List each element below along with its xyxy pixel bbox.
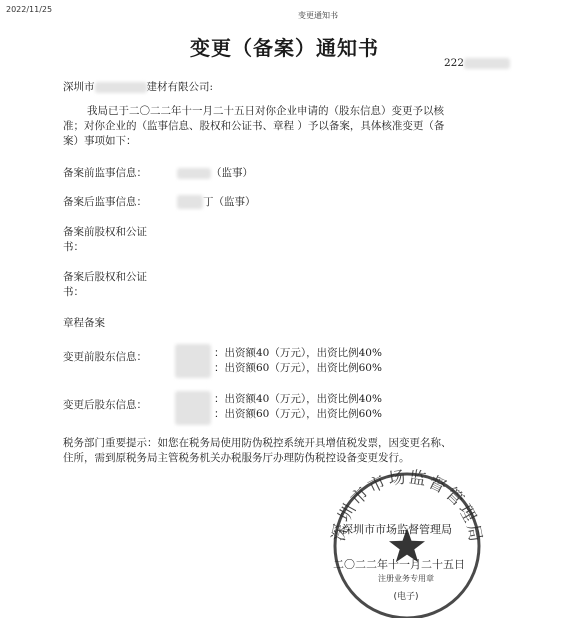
- addressee: [63, 80, 213, 95]
- redacted-block: [175, 391, 211, 425]
- tax-notice-line-1: 税务部门重要提示：如您在税务局使用防伪税控系统开具增值税发票，因变更名称、: [63, 437, 452, 449]
- header-doc-type: 变更通知书: [298, 11, 338, 20]
- seal-sub-text: 注册业务专用章: [378, 574, 434, 583]
- before-supervisor-value: [177, 166, 253, 181]
- issuer-name: 深圳市市场监督管理局: [342, 523, 452, 536]
- before-supervisor-text: （监事）: [211, 167, 253, 179]
- body-line-3: 案）事项如下：: [63, 135, 137, 147]
- charter-label: 章程备案: [63, 317, 105, 329]
- redacted-block: [177, 168, 211, 179]
- print-date: 2022/11/25: [6, 5, 53, 14]
- after-shareholder-line-1: ：出资额40（万元），出资比例40%: [214, 393, 382, 405]
- after-shareholder-line-2: ：出资额60（万元），出资比例60%: [214, 408, 382, 420]
- before-shareholder-line-1: ：出资额40（万元），出资比例40%: [214, 347, 382, 359]
- seal-bottom-text: (电子): [393, 592, 419, 602]
- addressee-prefix: 深圳市: [63, 81, 95, 93]
- addressee-suffix: 建材有限公司:: [146, 81, 214, 93]
- after-supervisor-label: 备案后监事信息：: [63, 196, 147, 208]
- before-supervisor-label: 备案前监事信息：: [63, 167, 147, 179]
- doc-number-prefix: 222: [444, 57, 465, 69]
- page-title: 变更（备案）通知书: [190, 36, 379, 60]
- after-supervisor-text: 丁（监事）: [203, 196, 256, 208]
- doc-number: [444, 56, 510, 71]
- seal-ring-text: 深圳市市场监督管理局: [328, 468, 486, 544]
- before-shareholder-line-2: ：出资额60（万元），出资比例60%: [214, 362, 382, 374]
- redacted-block: [95, 82, 147, 93]
- after-shareholder-label: 变更后股东信息：: [63, 399, 147, 411]
- official-seal: [320, 468, 500, 618]
- before-shareholder-label: 变更前股东信息：: [63, 351, 147, 363]
- redacted-block: [464, 58, 510, 69]
- before-equity-label-2: 书：: [63, 241, 84, 253]
- before-equity-label-1: 备案前股权和公证: [63, 226, 147, 238]
- redacted-block: [175, 344, 211, 378]
- redacted-block: [177, 195, 203, 209]
- issue-date: 二〇二二年十一月二十五日: [333, 558, 465, 571]
- after-equity-label-1: 备案后股权和公证: [63, 271, 147, 283]
- body-line-1: 我局已于二〇二二年十一月二十五日对你企业申请的（股东信息）变更予以核: [87, 105, 444, 117]
- body-line-2: 准；对你企业的（监事信息、股权和公证书、章程 ）予以备案，具体核准变更（备: [63, 120, 445, 132]
- tax-notice-line-2: 住所，需到原税务局主管税务机关办税服务厅办理防伪税控设备变更发行。: [63, 452, 410, 464]
- after-equity-label-2: 书：: [63, 286, 84, 298]
- after-supervisor-value: [177, 195, 256, 210]
